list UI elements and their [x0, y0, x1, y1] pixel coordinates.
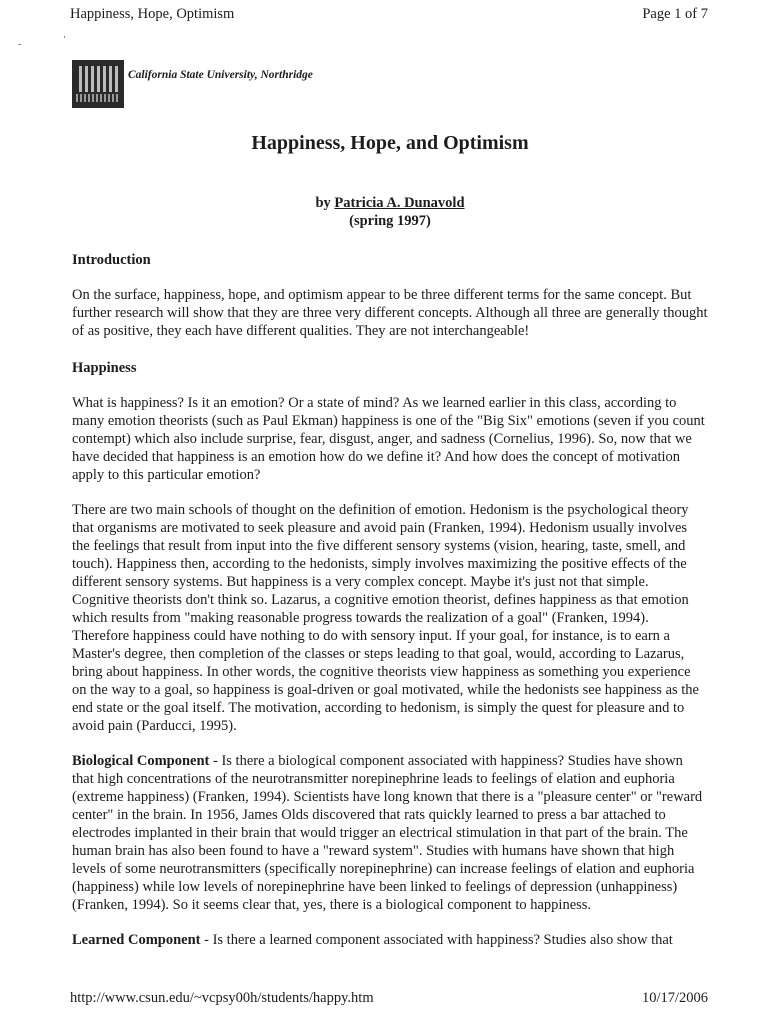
happiness-paragraph-1: What is happiness? Is it an emotion? Or a state of mind? As we learned earlier in this class, according to many emotion theorists (such as Paul Ekman) happiness is one of the "Big Six" emotions (seven if you count contempt) which also include surprise, fear, disgust, anger, and sadness (Cornelius, 1996). So, now that we have decided that happiness is an emotion how do we define it? And how does the concept of motivation apply to this particular emotion?	[72, 395, 705, 483]
byline	[72, 194, 708, 230]
article	[72, 130, 708, 949]
biological-component-paragraph	[72, 752, 708, 914]
print-header-title: Happiness, Hope, Optimism	[70, 6, 235, 22]
learned-component-label: Learned Component	[72, 932, 201, 948]
university-name: California State University, Northridge	[128, 69, 313, 81]
print-footer	[70, 990, 708, 1007]
print-header-page-number: Page 1 of 7	[642, 6, 708, 22]
byline-date: (spring 1997)	[349, 213, 431, 229]
section-heading-happiness: Happiness	[72, 360, 137, 376]
author-link[interactable]: Patricia A. Dunavold	[334, 195, 465, 211]
university-logo	[72, 60, 313, 108]
scan-artifact	[64, 36, 65, 38]
page-title: Happiness, Hope, and Optimism	[251, 132, 529, 154]
biological-component-label: Biological Component	[72, 753, 210, 769]
print-header	[70, 6, 708, 26]
happiness-paragraph-2: There are two main schools of thought on the definition of emotion. Hedonism is the psychological theory that organisms are motivated to seek pleasure and avoid pain (Franken, 1994). Hedonism usually involves the feelings that result from input into the five different sensory systems (vision, hearing, taste, smell, and touch). Happiness then, according to the hedonists, simply involves maximizing the positive effects of the different sensory systems. But happiness is a very complex concept. Maybe it's just not that simple. Cognitive theorists don't think so. Lazarus, a cognitive emotion theorist, defines happiness as that emotion which results from "making reasonable progress towards the realization of a goal" (Franken, 1994). Therefore happiness could have nothing to do with sensory input. If your goal, for instance, is to earn a Master's degree, then completion of the classes or steps leading to that goal, would, according to Lazarus, bring about happiness. In other words, the cognitive theorists view happiness as something you experience on the way to a goal, so happiness is goal-driven or goal motivated, while the hedonists see happiness as the end state or the goal itself. The motivation, according to hedonism, is simply the quest for pleasure and to avoid pain (Parducci, 1995).	[72, 502, 699, 734]
learned-component-paragraph	[72, 931, 708, 949]
print-footer-url: http://www.csun.edu/~vcpsy00h/students/happy.htm	[70, 990, 374, 1006]
scan-artifact	[18, 44, 21, 45]
learned-component-text: - Is there a learned component associated with happiness? Studies also show that	[200, 932, 673, 948]
print-footer-date: 10/17/2006	[641, 990, 708, 1006]
biological-component-text: - Is there a biological component associated with happiness? Studies have shown that high concentrations of the neurotransmitter norepinephrine leads to feelings of elation and euphoria (extreme happiness) (Franken, 1994). Scientists have long known that there is a "pleasure center" or "reward center" in the brain. In 1956, James Olds discovered that rats quickly learned to press a bar attached to electrodes implanted in their brain that would trigger an electrical stimulation in that part of the brain. The human brain has also been found to have a "reward system". Studies with humans have shown that high levels of some neurotransmitters (specifically norepinephrine) can increase feelings of elation and euphoria (happiness) while low levels of norepinephrine have been linked to feelings of depression (unhappiness) (Franken, 1994). So it seems clear that, yes, there is a biological component to happiness.	[72, 753, 703, 913]
introduction-paragraph: On the surface, happiness, hope, and optimism appear to be three different terms for the same concept. But further research will show that they are three very different concepts. Although all three are generally thought of as positive, they each have different qualities. They are not interchangeable!	[72, 287, 708, 339]
university-building-icon	[72, 60, 124, 108]
section-heading-introduction: Introduction	[72, 252, 151, 268]
byline-prefix: by	[315, 195, 331, 211]
